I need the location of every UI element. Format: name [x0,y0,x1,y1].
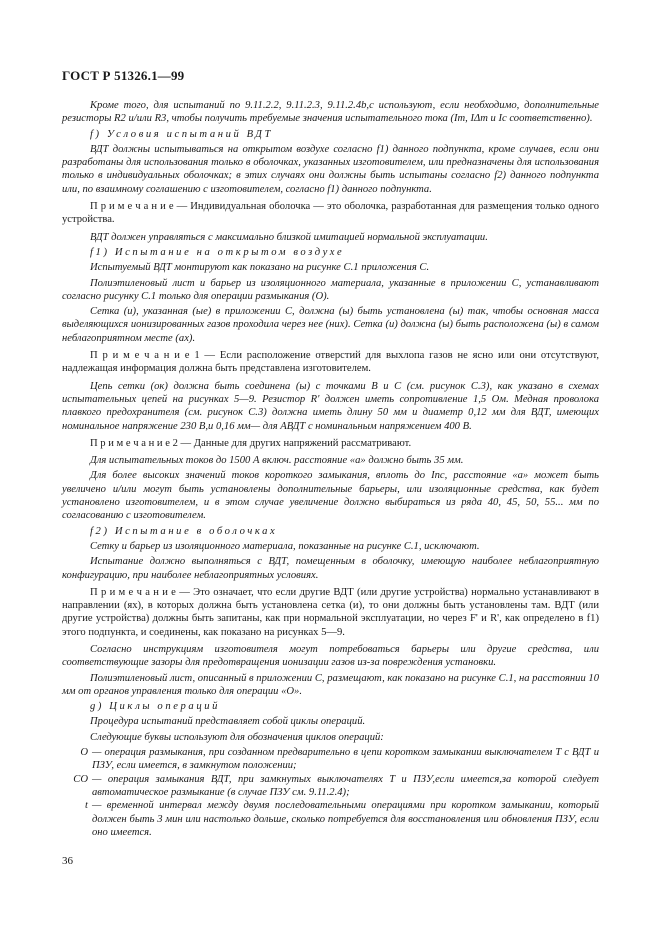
paragraph-distance-a: Для испытательных токов до 1500 А включ. расстояние «а» должно быть 35 мм. [90,455,464,467]
heading-enclosure-test: f2) Испытание в оболочках [90,525,278,537]
page-number: 36 [62,855,73,867]
note-other-voltages: П р и м е ч а н и е 2 — Данные для других напряжений рассматривают. [90,437,412,449]
note-individual-enclosure: П р и м е ч а н и е — Индивидуальная оболочка — это оболочка, разработанная для размещения только одного устройства. [62,201,599,226]
paragraph-barriers: Согласно инструкциям изготовителя могут потребоваться барьеры или другие средства, или соответствующие зазоры для предотвращения ионизации газов из-за повреждения установки. [62,643,599,669]
note-exhaust-openings: П р и м е ч а н и е 1 — Если расположение отверстий для выхлопа газов не ясно или они отсутствуют, надлежащая информация должна быть представлена изготовителем. [62,350,599,375]
definition-text: — операция размыкания, при созданном предварительно в цепи коротком замыкании выключателем T с ВДТ и ПЗУ, если имеется, в замкнутом положении; [92,747,599,772]
paragraph-additional-resistors: Кроме того, для испытаний по 9.11.2.2, 9.11.2.3, 9.11.2.4b,c используют, если необходимо, дополнительные резисторы R2 и/или R3, чтобы получить требуемые значения испытательного тока (Im, IΔm и Ic соответственно). [62,100,599,125]
paragraph-enclosure-configuration: Испытание должно выполняться с ВДТ, помещенным в оболочку, имеющую наиболее неблагоприятную конфигурацию, при наиболее неблагоприятных условиях. [62,556,599,581]
paragraph-open-air-testing: ВДТ должны испытываться на открытом воздухе согласно f1) данного подпункта, кроме случаев, если они разработаны для использования только в оболочках, указанных изготовителем, или предназначены для использования только в индивидуальных оболочках; в этих случаях они должны быть испытаны согласно f2) данного подпункта или, по взаимному соглашению с изготовителем, согласно f1) данного подпункта. [62,143,599,195]
heading-open-air-test: f1) Испытание на открытом воздухе [90,246,345,258]
heading-operation-cycles: g) Циклы операций [90,701,221,713]
paragraph-grid-placement: Сетка (и), указанная (ые) в приложении С, должна (ы) быть установлена (ы) так, чтобы основная масса выделяющихся ионизированных газов проходила через нее (них). Сетка (и) должна (ы) быть расположена (ы) в самом неблагоприятном месте (ах). [62,306,599,344]
paragraph-grid-circuit: Цепь сетки (ок) должна быть соединена (ы) с точками В и С (см. рисунок С.3), как указано в схемах испытательных цепей на рисунках 5—9. Резистор R' должен иметь сопротивление 1,5 Ом. Медная проволока плавкого предохранителя (см. рисунок С.3) должна иметь длину 50 мм и диаметр 0,12 мм для ВДТ, имеющих номинальное напряжение 230 В,и 0,16 мм— для АВДТ с номинальным напряжением 400 В. [62,380,599,432]
paragraph-sheet-distance: Полиэтиленовый лист, описанный в приложении С, размещают, как показано на рисунке С.1, на расстоянии 10 мм от органов управления только для операции «О». [62,672,599,697]
paragraph-letters-intro: Следующие буквы используют для обозначения циклов операций: [90,731,384,743]
note-other-devices: П р и м е ч а н и е — Это означает, что если другие ВДТ (или другие устройства) нормально устанавливают в направлении (ях), в которых должна быть установлена сетка (и), то они должны быть установлены там. ВДТ (или другие устройства) должны быть запитаны, как при нормальной эксплуатации, но через F' и R', как определено в f1) этого подпункта, и соединены, как показано на рисунках 5—9. [62,586,599,638]
definition-text: — временной интервал между двумя последовательными операциями при коротком замыкании, который должен быть 3 мин или настолько дольше, сколько потребуется для восстановления или обновления ПЗУ, если оно имеется. [92,800,599,838]
document-header: ГОСТ Р 51326.1—99 [62,68,185,83]
definition-t [62,799,599,839]
definition-o [62,746,599,773]
definition-key: O [80,747,88,759]
definition-text: — операция замыкания ВДТ, при замкнутых выключателях T и ПЗУ,если имеется,за которой следует автоматическое размыкание (в случае ПЗУ см. 9.11.2.4); [92,773,599,798]
paragraph-grid-excluded: Сетку и барьер из изоляционного материала, показанные на рисунке С.1, исключают. [90,540,480,552]
definition-key: t [85,800,88,812]
paragraph-normal-operation: ВДТ должен управляться с максимально близкой имитацией нормальной эксплуатации. [90,231,488,243]
definition-key: CO [73,773,88,785]
paragraph-polyethylene-sheet: Полиэтиленовый лист и барьер из изоляционного материала, указанные в приложении С, устанавливают согласно рисунку С.1 только для операции размыкания (О). [62,277,599,302]
document-body [62,99,599,839]
paragraph-higher-currents: Для более высоких значений токов короткого замыкания, вплоть до Inc, расстояние «а» может быть увеличено и/или могут быть установлены дополнительные барьеры, или изоляционные средства, как будет установлено изготовителем, и в этом случае увеличение должно выбираться из ряда 40, 45, 50, 55... мм по согласованию с изготовителем. [62,470,599,522]
paragraph-mounting: Испытуемый ВДТ монтируют как показано на рисунке С.1 приложения С. [90,262,430,274]
heading-test-conditions: f) Условия испытаний ВДТ [90,128,273,140]
paragraph-test-procedure: Процедура испытаний представляет собой циклы операций. [90,716,366,728]
definition-co [62,773,599,800]
